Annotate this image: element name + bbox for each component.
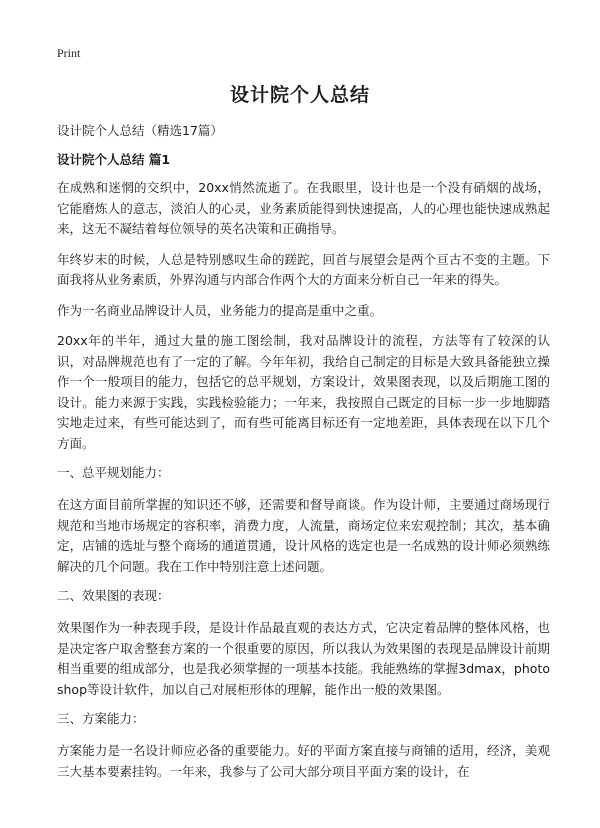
paragraph: 效果图作为一种表现手段，是设计作品最直观的表达方式，它决定着品牌的整体风格，也是决定客户取舍整套方案的一个很重要的原因，所以我认为效果图的表现是品牌设计前期相当重要的组成部分，也是我必须掌握的一项基本技能。我能熟练的掌握3dmax，photoshop等设计软件，加以自己对展柜形体的理解，能作出一般的效果图。 <box>57 620 550 697</box>
document-body <box>57 122 550 792</box>
paragraph: 年终岁末的时候，人总是特别感叹生命的蹉跎，回首与展望会是两个亘古不变的主题。下面我将从业务素质，外界沟通与内部合作两个大的方面来分析自己一年来的得失。 <box>57 251 550 287</box>
subheading-overall-planning: 一、总平规划能力： <box>57 465 170 480</box>
subheading-scheme-ability: 三、方案能力： <box>57 711 145 726</box>
paragraph: 方案能力是一名设计师应必备的重要能力。好的平面方案直接与商铺的适用，经济，美观三大基本要素挂钩。一年来，我参与了公司大部分项目平面方案的设计，在 <box>57 743 550 779</box>
subheading-rendering: 二、效果图的表现： <box>57 588 170 603</box>
print-link[interactable]: Print <box>57 46 81 60</box>
document-title: 设计院个人总结 <box>229 84 370 106</box>
paragraph: 20xx年的半年，通过大量的施工图绘制，我对品牌设计的流程，方法等有了较深的认识，对品牌规范也有了一定的了解。今年年初，我给自己制定的目标是大致具备能独立操作一个一般项目的能力，包括它的总平规划，方案设计，效果图表现，以及后期施工图的设计。能力来源于实践，实践检验能力；一年来，我按照自己既定的目标一步一步地脚踏实地走过来，有些可能达到了，而有些可能离目标还有一定地差距，具体表现在以下几个方面。 <box>57 333 550 451</box>
paragraph: 作为一名商业品牌设计人员，业务能力的提高是重中之重。 <box>57 302 383 318</box>
section-heading: 设计院个人总结 篇1 <box>57 152 171 167</box>
document-subtitle: 设计院个人总结（精选17篇） <box>57 123 223 138</box>
paragraph: 在成熟和迷惘的交织中，20xx悄然流逝了。在我眼里，设计也是一个没有硝烟的战场，它能磨炼人的意志，淡泊人的心灵，业务素质能得到快速提高，人的心理也能快速成熟起来，这无不凝结着每位领导的英名决策和正确指导。 <box>57 180 550 236</box>
paragraph: 在这方面目前所掌握的知识还不够，还需要和督导商谈。作为设计师，主要通过商场现行规范和当地市场规定的容积率，消费力度，人流量，商场定位来宏观控制；其次，基本确定，店铺的选址与整个商场的通道贯通，设计风格的选定也是一名成熟的设计师必须熟练解决的几个问题。我在工作中特别注意上述问题。 <box>57 497 550 574</box>
